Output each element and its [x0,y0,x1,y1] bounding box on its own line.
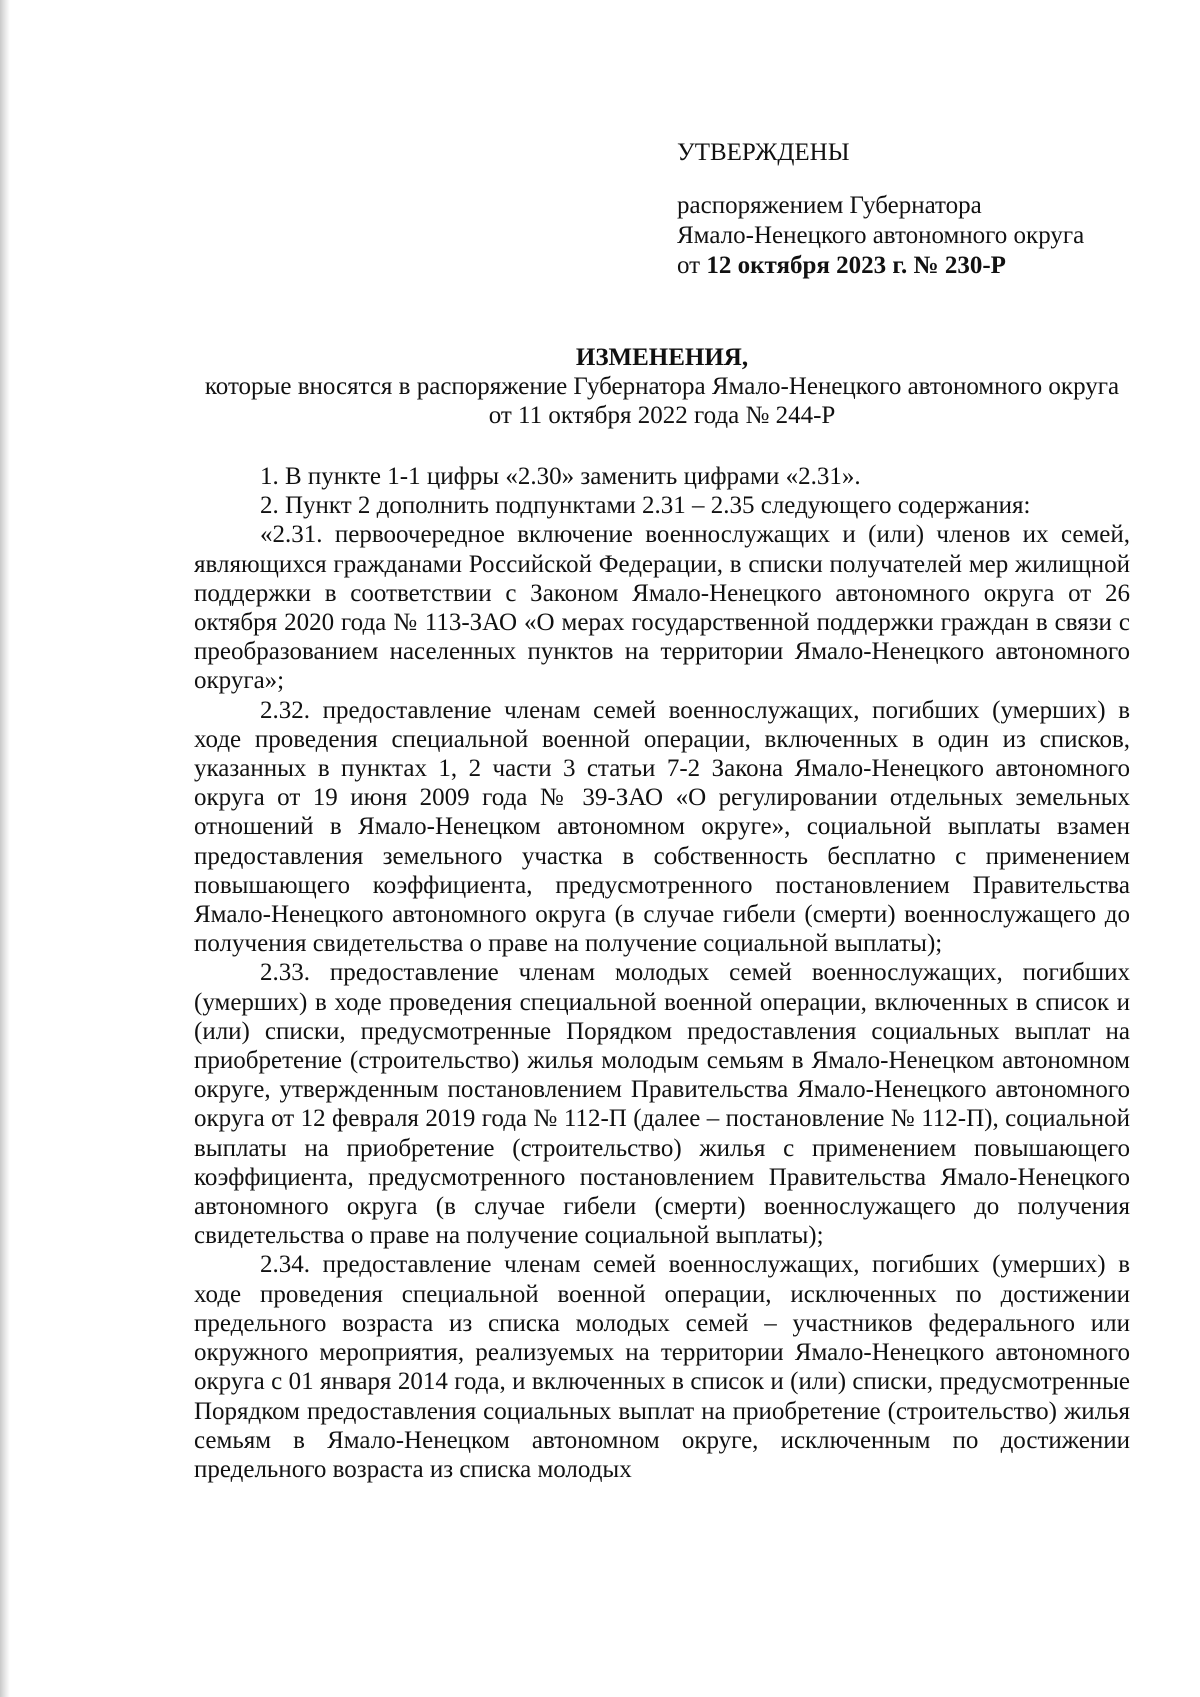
approval-title: УТВЕРЖДЕНЫ [677,139,850,166]
approval-line-1: распоряжением Губернатора [677,192,982,219]
approval-line-2: Ямало-Ненецкого автономного округа [677,222,1085,249]
approval-block [677,138,1084,281]
paragraph-2: 2. Пункт 2 дополнить подпунктами 2.31 – 2.35 следующего содержания: [260,492,1031,520]
page-edge-shadow [0,0,10,1697]
approval-date-prefix: от [677,252,707,279]
paragraph-1: 1. В пункте 1-1 цифры «2.30» заменить цифрами «2.31». [260,463,861,490]
approval-date [677,251,1084,281]
paragraph-2-33: 2.33. предоставление членам молодых семей военнослужащих, погибших (умерших) в ходе проведения специальной военной операции, включенных в список и (или) списки, предусмотренные Порядком предоставления социальных выплат на приобретение (строительство) жилья молодым семьям в Ямало-Ненецком автономном округе, утвержденным постановлением Правительства Ямало-Ненецкого автономного округа от 12 февраля 2019 года № 112-П (далее – постановление № 112-П), социальной выплаты на приобретение (строительство) жилья с применением повышающего коэффициента, предусмотренного постановлением Правительства Ямало-Ненецкого автономного округа (в случае гибели (смерти) военнослужащего до получения свидетельства о праве на получение социальной выплаты); [194,959,1130,1250]
document-subtitle: которые вносятся в распоряжение Губернатора Ямало-Ненецкого автономного округа от 11 октября 2022 года № 244-Р [204,373,1120,429]
paragraph-2-34: 2.34. предоставление членам семей военнослужащих, погибших (умерших) в ходе проведения специальной военной операции, исключенных по достижении предельного возраста из списка молодых семей – участников федерального или окружного мероприятия, реализуемых на территории Ямало-Ненецкого автономного округа с 01 января 2014 года, и включенных в список и (или) списки, предусмотренные Порядком предоставления социальных выплат на приобретение (строительство) жилья семьям в Ямало-Ненецком автономном округе, исключенным по достижении предельного возраста из списка молодых [194,1251,1130,1483]
document-heading [196,343,1128,430]
paragraph-2-32: 2.32. предоставление членам семей военнослужащих, погибших (умерших) в ходе проведения специальной военной операции, включенных в один из списков, указанных в пунктах 1, 2 части 3 статьи 7-2 Закона Ямало-Ненецкого автономного округа от 19 июня 2009 года № 39-ЗАО «О регулировании отдельных земельных отношений в Ямало-Ненецком автономном округе», социальной выплаты взамен предоставления земельного участка в собственность бесплатно с применением повышающего коэффициента, предусмотренного постановлением Правительства Ямало-Ненецкого автономного округа (в случае гибели (смерти) военнослужащего до получения свидетельства о праве на получение социальной выплаты); [194,696,1130,958]
approval-date-value: 12 октября 2023 г. № 230-Р [706,252,1006,279]
document-body [194,462,1130,1484]
paragraph-2-31: «2.31. первоочередное включение военнослужащих и (или) членов их семей, являющихся гражданами Российской Федерации, в списки получателей мер жилищной поддержки в соответствии с Законом Ямало-Ненецкого автономного округа от 26 октября 2020 года № 113-ЗАО «О мерах государственной поддержки граждан в связи с преобразованием населенных пунктов на территории Ямало-Ненецкого автономного округа»; [194,521,1130,695]
document-title: ИЗМЕНЕНИЯ, [575,344,749,371]
